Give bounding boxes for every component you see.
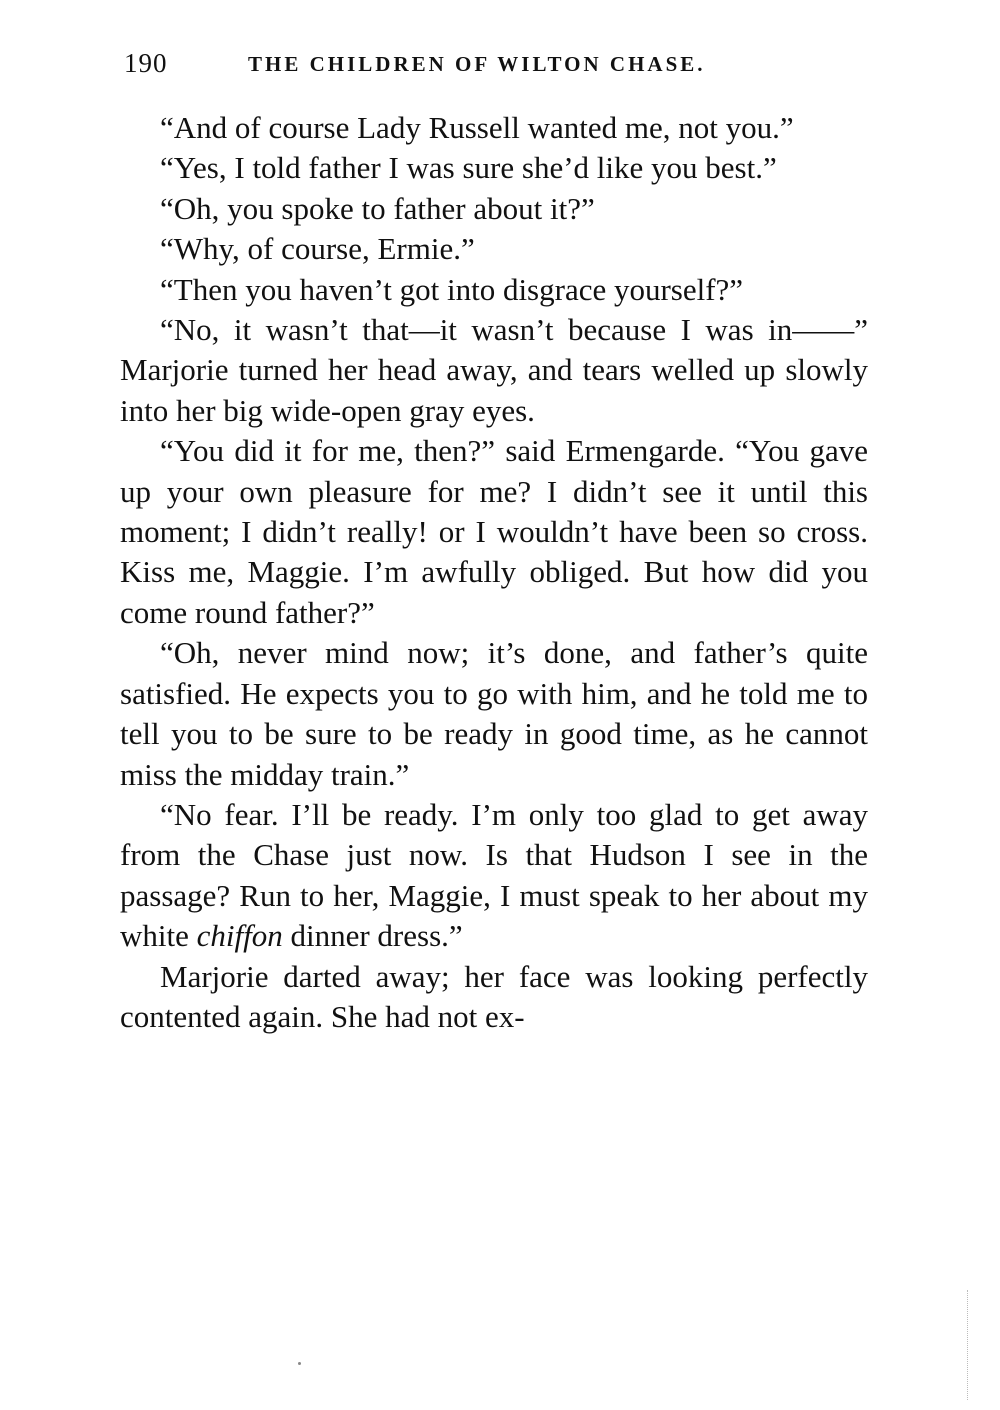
running-head [124, 48, 884, 88]
margin-specks [967, 1290, 970, 1400]
page-number: 190 [124, 48, 168, 78]
paragraph: “Why, of course, Ermie.” [160, 231, 475, 267]
running-title: THE CHILDREN OF WILTON CHASE. [248, 52, 706, 76]
paragraph: “Yes, I told father I was sure she’d like you best.” [160, 150, 777, 186]
paragraph: “Oh, you spoke to father about it?” [160, 190, 595, 226]
paragraph: “And of course Lady Russell wanted me, not you.” [160, 110, 794, 145]
paragraph-text: “No fear. I’ll be ready. I’m only too glad to get away from the Chase just now. Is that Hudson I see in the passage? Run to her, Maggie, I must speak to her about my white [120, 796, 868, 954]
paragraph: “No, it wasn’t that—it wasn’t because I was in——” Marjorie turned her head away, and tears welled up slowly into her big wide-open gray eyes. [120, 312, 868, 428]
italic-word: chiffon [196, 918, 283, 954]
body-text [120, 108, 868, 1037]
paragraph [120, 795, 868, 957]
paragraph: Marjorie darted away; her face was looking perfectly contented again. She had not ex- [120, 958, 868, 1034]
paragraph: “Oh, never mind now; it’s done, and father’s quite satisfied. He expects you to go with him, and he told me to tell you to be sure to be ready in good time, as he cannot miss the midday train.” [120, 635, 868, 792]
paragraph: “Then you haven’t got into disgrace yourself?” [160, 271, 744, 307]
ink-speck [298, 1362, 301, 1365]
paragraph: “You did it for me, then?” said Ermengarde. “You gave up your own pleasure for me? I didn’t see it until this moment; I didn’t really! or I wouldn’t have been so cross. Kiss me, Maggie. I’m awfully obliged. But how did you come round father?” [120, 433, 868, 630]
paragraph-text: dinner dress.” [282, 918, 463, 954]
